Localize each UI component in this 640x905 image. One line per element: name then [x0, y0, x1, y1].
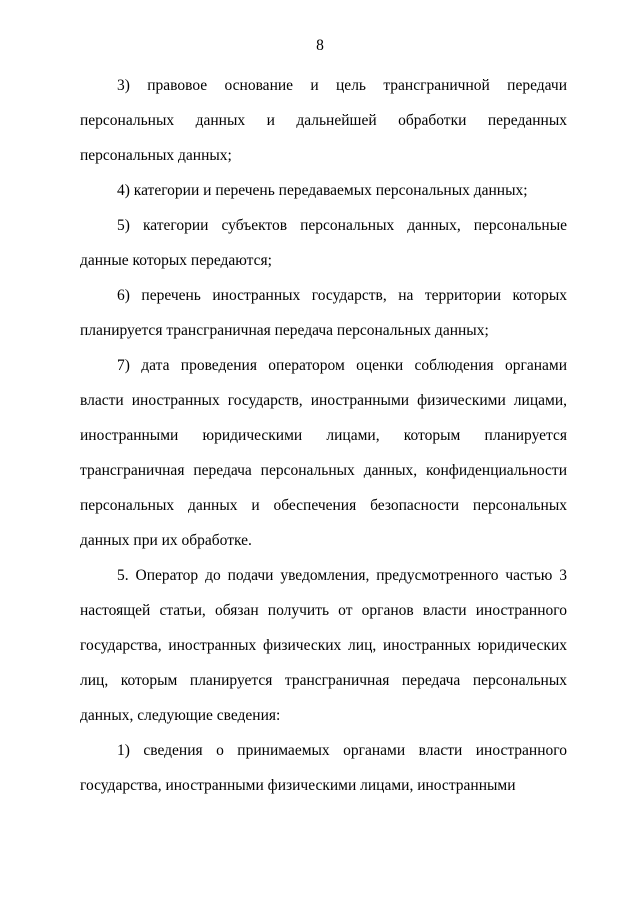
paragraph-item-3: 3) правовое основание и цель трансграничной передачи персональных данных и дальнейшей обработки переданных персональных данных;: [80, 77, 567, 164]
paragraph-subitem-1: 1) сведения о принимаемых органами власти иностранного государства, иностранными физическими лицами, иностранными: [80, 742, 567, 794]
page-number: 8: [316, 37, 324, 54]
document-body: [80, 68, 567, 803]
paragraph-item-5: 5) категории субъектов персональных данных, персональные данные которых передаются;: [80, 217, 567, 269]
paragraph-item-4: 4) категории и перечень передаваемых персональных данных;: [117, 182, 528, 199]
paragraph-section-5: 5. Оператор до подачи уведомления, предусмотренного частью 3 настоящей статьи, обязан получить от органов власти иностранного государства, иностранных физических лиц, иностранных юридических лиц, которым планируется трансграничная передача персональных данных, следующие сведения:: [80, 567, 567, 724]
paragraph-item-7: 7) дата проведения оператором оценки соблюдения органами власти иностранных государств, иностранными физическими лицами, иностранными юридическими лицами, которым планируется трансграничная передача персональных данных, конфиденциальности персональных данных и обеспечения безопасности персональных данных при их обработке.: [80, 357, 567, 549]
paragraph-item-6: 6) перечень иностранных государств, на территории которых планируется трансграничная передача персональных данных;: [80, 287, 567, 339]
